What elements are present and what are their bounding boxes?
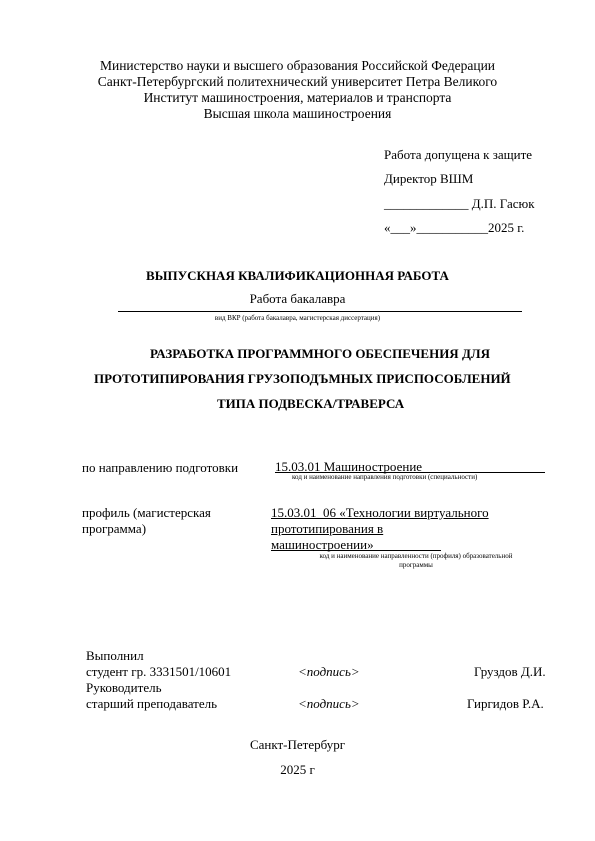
profile-value-1: 15.03.01_06 «Технологии виртуального — [271, 505, 489, 520]
profile-caption-1: код и наименование направленности (профиля) образовательной — [319, 552, 513, 560]
profile-label-2: программа) — [82, 521, 147, 536]
supervisor-label: Руководитель — [86, 680, 162, 695]
work-kind-caption: вид ВКР (работа бакалавра, магистерская диссертация) — [214, 314, 381, 322]
supervisor-name: Гиргидов Р.А. — [467, 696, 544, 711]
approval-line: Работа допущена к защите — [384, 147, 533, 162]
work-kind-rule — [118, 311, 522, 312]
done-label: Выполнил — [86, 648, 144, 663]
approval-date: «___»___________2025 г. — [384, 220, 525, 235]
institute-line: Институт машиностроения, материалов и транспорта — [143, 90, 452, 105]
supervisor-signature: <подпись> — [298, 696, 360, 711]
student-name: Груздов Д.И. — [474, 664, 546, 679]
thesis-title-line-2: ПРОТОТИПИРОВАНИЯ ГРУЗОПОДЪМНЫХ ПРИСПОСОБЛЕНИЙ — [94, 371, 511, 386]
director-title: Директор ВШМ — [384, 171, 474, 186]
thesis-title-line-3: ТИПА ПОДВЕСКА/ТРАВЕРСА — [217, 396, 405, 411]
supervisor-role: старший преподаватель — [86, 696, 218, 711]
profile-value-3: машиностроении» — [271, 537, 374, 552]
director-name: Д.П. Гасюк — [471, 196, 535, 211]
thesis-title-line-1: РАЗРАБОТКА ПРОГРАММНОГО ОБЕСПЕЧЕНИЯ ДЛЯ — [150, 346, 490, 361]
sign-blank: _____________ — [384, 196, 469, 211]
student-signature: <подпись> — [298, 664, 360, 679]
director-sign-line — [384, 196, 535, 212]
city: Санкт-Петербург — [249, 737, 346, 752]
student-role: студент гр. 3331501/10601 — [86, 664, 232, 679]
work-type-title: ВЫПУСКНАЯ КВАЛИФИКАЦИОННАЯ РАБОТА — [146, 268, 449, 283]
profile-value-2: прототипирования в — [271, 521, 384, 536]
profile-caption-2: программы — [399, 561, 433, 569]
year: 2025 г — [280, 762, 315, 777]
university-line: Санкт-Петербургский политехнический университет Петра Великого — [97, 74, 498, 89]
direction-label: по направлению подготовки — [82, 460, 239, 475]
school-line: Высшая школа машиностроения — [203, 106, 392, 121]
direction-caption: код и наименование направления подготовки (специальности) — [292, 473, 478, 481]
direction-value: 15.03.01 Машиностроение — [275, 459, 423, 474]
profile-label-1: профиль (магистерская — [82, 505, 211, 520]
work-kind: Работа бакалавра — [249, 291, 346, 306]
profile-rule — [271, 550, 441, 551]
ministry-line: Министерство науки и высшего образования Российской Федерации — [99, 58, 496, 73]
